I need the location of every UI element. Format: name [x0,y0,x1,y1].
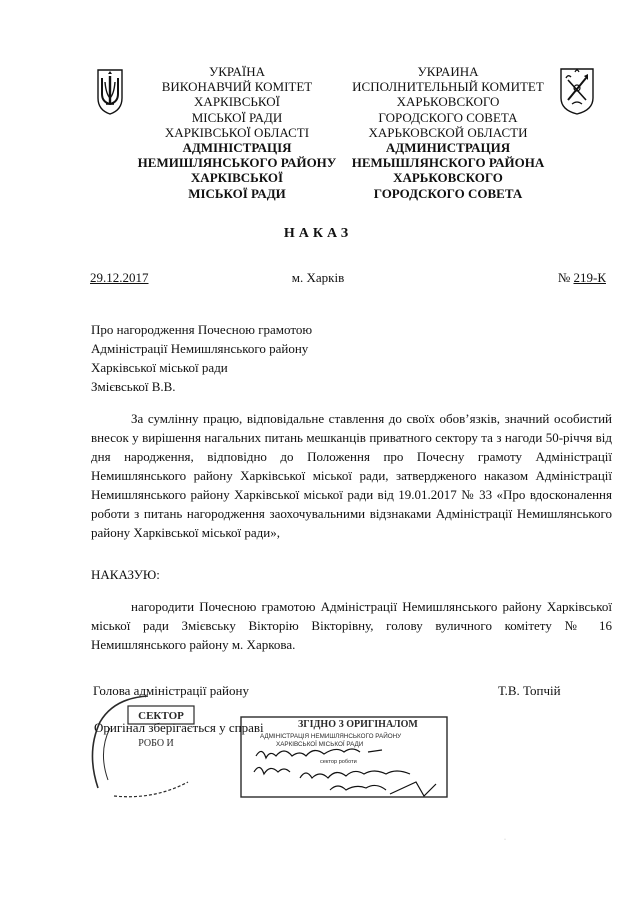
header-ua-line: ВИКОНАВЧИЙ КОМІТЕТ [161,79,313,95]
number-prefix: № [557,270,574,285]
order-word: НАКАЗУЮ: [91,567,160,582]
header-ua-line: ХАРКІВСЬКОЇ [194,94,280,110]
handwriting-icon [254,749,436,796]
subject-line: Змієвської В.В. [91,379,176,394]
round-stamp-line: СЕКТОР [138,710,184,722]
document-date: 29.12.2017 [90,270,149,285]
header-ru-line: ГОРОДСКОГО СОВЕТА [378,109,518,125]
rect-stamp-line: сектор роботи [320,759,357,765]
order-resolution: нагородити Почесною грамотою Адміністрації Немишлянського району Харківської міської ради Змієвську Вікторію Вікторівну, голову вуличного комітету № 16 Немишлянського району м. Харкова. [91,599,612,652]
header-ru-line: НЕМЫШЛЯНСКОГО РАЙОНА [351,155,545,171]
header-ru-line: ХАРЬКОВСКОГО [393,170,503,186]
document-body: За сумлінну працю, відповідальне ставлення до своїх обов’язків, значний особистий внесок у вирішення нагальних питань мешканців приватного сектору та з нагоди 50-річчя від дня народження, відповідно до Положення про Почесну грамоту Адміністрації Немишлянського району Харківської міської ради, затвердженого наказом Адміністрації Немишлянського району Харківської міської ради від 19.01.2017 № 33 «Про вдосконалення роботи з питань нагородження заохочувальними відзнаками Адміністрації Немишлянського району Харківської міської ради», [91,411,612,540]
header-ua-line: ХАРКІВСЬКОЇ [190,170,284,186]
round-stamp-line: РОБО И [138,738,174,749]
document-title: НАКАЗ [283,226,353,241]
trident-emblem-icon [95,68,125,116]
header-ua-line: АДМІНІСТРАЦІЯ [182,140,292,156]
header-ua-line: НЕМИШЛЯНСЬКОГО РАЙОНУ [137,155,337,171]
scan-speck: · [504,837,506,843]
document-number [558,270,606,286]
header-ua-line: ХАРКІВСЬКОЇ ОБЛАСТІ [164,124,310,140]
signature-name: Т.В. Топчій [498,683,561,698]
document-city: м. Харків [291,270,345,285]
header-ua-line: УКРАЇНА [209,64,265,79]
header-ru-line: ХАРЬКОВСКОГО [396,94,500,110]
header-ru-line: ИСПОЛНИТЕЛЬНЫЙ КОМИТЕТ [352,79,544,95]
subject-line: Адміністрації Немишлянського району [91,341,309,356]
header-ua-line: МІСЬКОЇ РАДИ [188,185,286,201]
subject-line: Харківської міської ради [91,360,228,375]
signature-title: Голова адміністрації району [93,683,249,698]
header-ru-line: ХАРЬКОВСКОЙ ОБЛАСТИ [368,124,528,140]
rect-stamp-line: АДМІНІСТРАЦІЯ НЕМИШЛЯНСЬКОГО РАЙОНУ [260,733,402,740]
round-stamp [84,692,214,800]
certified-copy-stamp [240,716,450,800]
header-ru-line: ГОРОДСКОГО СОВЕТА [373,185,523,201]
original-kept-note: Оригінал зберігається у справі [94,720,264,735]
header-russian [343,64,553,201]
header-ru-line: АДМИНИСТРАЦИЯ [385,140,511,156]
kharkiv-coat-of-arms-icon [558,66,596,116]
header-ukrainian [132,64,342,201]
subject-line: Про нагородження Почесною грамотою [91,322,313,337]
document-subject [91,320,391,396]
rect-stamp-heading: ЗГІДНО З ОРИГІНАЛОМ [298,719,418,730]
header-ua-line: МІСЬКОЇ РАДИ [191,109,283,125]
number-value: 219-К [573,270,606,285]
rect-stamp-line: ХАРКІВСЬКОЇ МІСЬКОЇ РАДИ [276,741,364,748]
header-ru-line: УКРАИНА [417,64,479,79]
